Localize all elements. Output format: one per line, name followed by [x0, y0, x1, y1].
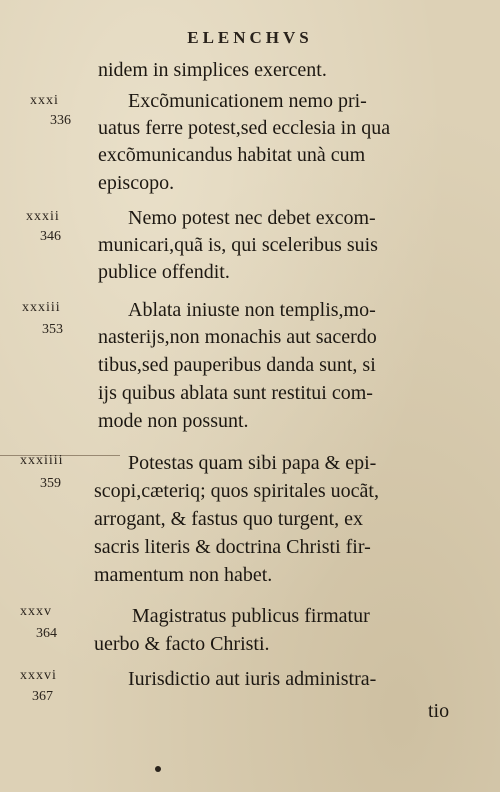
- page-reference: 359: [40, 476, 61, 491]
- text-line: episcopo.: [98, 172, 175, 194]
- page-dot: [155, 766, 161, 772]
- article-number: xxxv: [20, 604, 52, 619]
- text-line: arrogant, & fastus quo turgent, ex: [94, 508, 364, 530]
- text-line: excõmunicandus habitat unà cum: [98, 144, 366, 166]
- text-line: tio: [428, 700, 450, 722]
- text-line: Iurisdictio aut iuris administra-: [128, 668, 377, 690]
- text-line: ijs quibus ablata sunt restitui com-: [98, 382, 373, 404]
- text-line: mamentum non habet.: [94, 564, 273, 586]
- text-line: scopi,cæteriq; quos spiritales uocãt,: [94, 480, 379, 502]
- page-reference: 346: [40, 229, 61, 244]
- text-line: Excõmunicationem nemo pri-: [128, 90, 367, 112]
- text-line: uatus ferre potest,sed ecclesia in qua: [98, 117, 391, 139]
- text-line: tibus,sed pauperibus danda sunt, si: [98, 354, 376, 376]
- page-reference: 367: [32, 689, 53, 704]
- article-number: xxxiiii: [20, 453, 64, 468]
- running-head: ELENCHVS: [187, 28, 313, 47]
- text-line: Ablata iniuste non templis,mo-: [128, 299, 376, 321]
- page-reference: 336: [50, 113, 71, 128]
- article-number: xxxiii: [22, 300, 61, 315]
- page-reference: 353: [42, 322, 63, 337]
- text-line: publice offendit.: [98, 261, 230, 283]
- text-line: Nemo potest nec debet excom-: [128, 207, 376, 229]
- article-number: xxxii: [26, 209, 60, 224]
- text-line: mode non possunt.: [98, 410, 249, 432]
- article-number: xxxvi: [20, 668, 57, 683]
- text-line: municari,quã is, qui sceleribus suis: [98, 234, 378, 256]
- text-line: nasterijs,non monachis aut sacerdo: [98, 326, 377, 348]
- text-line: nidem in simplices exercent.: [98, 59, 327, 81]
- text-line: sacris literis & doctrina Christi fir-: [94, 536, 371, 558]
- article-number: xxxi: [30, 93, 59, 108]
- text-line: Potestas quam sibi papa & epi-: [128, 452, 377, 474]
- text-line: Magistratus publicus firmatur: [132, 605, 370, 627]
- page-reference: 364: [36, 626, 57, 641]
- text-line: uerbo & facto Christi.: [94, 633, 270, 655]
